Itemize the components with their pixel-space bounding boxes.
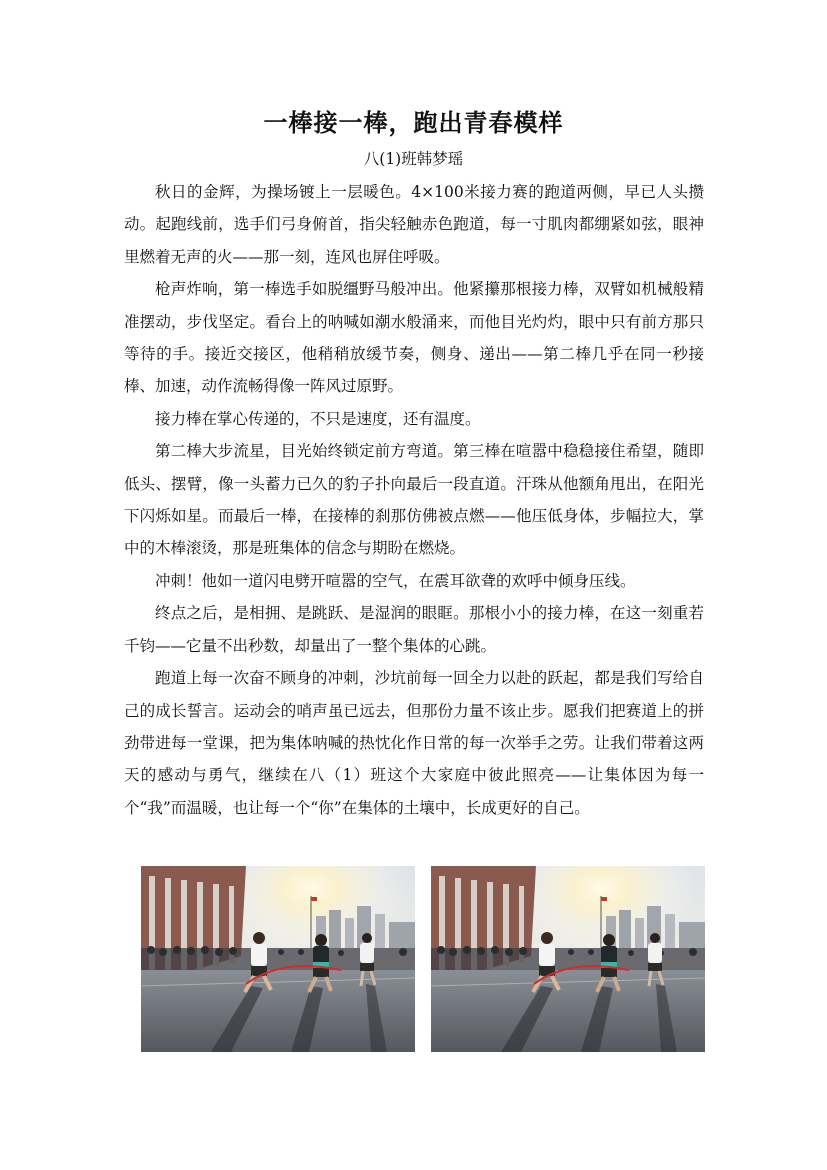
paragraph: 枪声炸响，第一棒选手如脱缰野马般冲出。他紧攥那根接力棒，双臂如机械般精准摆动，步伐坚定。看台上的呐喊如潮水般涌来，而他目光灼灼，眼中只有前方那只等待的手。接近交接区，他稍稍放缓节奏，侧身、递出——第二棒几乎在同一秒接棒、加速，动作流畅得像一阵风过原野。 — [124, 280, 704, 396]
photo-row — [141, 866, 705, 1052]
paragraph: 冲刺！他如一道闪电劈开喧嚣的空气，在震耳欲聋的欢呼中倾身压线。 — [155, 571, 636, 590]
paragraph: 第二棒大步流星，目光始终锁定前方弯道。第三棒在喧嚣中稳稳接住希望，随即低头、摆臂，像一头蓄力已久的豹子扑向最后一段直道。汗珠从他额角甩出，在阳光下闪烁如星。而最后一棒，在接棒的刹那仿佛被点燃——他压低身体，步幅拉大，掌中的木棒滚烫，那是班集体的信念与期盼在燃烧。 — [124, 442, 704, 558]
article-body — [124, 176, 704, 824]
paragraph: 终点之后，是相拥、是跳跃、是湿润的眼眶。那根小小的接力棒，在这一刻重若千钧——它量不出秒数，却量出了一整个集体的心跳。 — [124, 604, 704, 655]
article-author: 八(1)班韩梦瑶 — [363, 150, 464, 168]
article-title: 一棒接一棒，跑出青春模样 — [263, 108, 564, 137]
paragraph: 秋日的金辉，为操场镀上一层暖色。4×100米接力赛的跑道两侧，早已人头攒动。起跑线前，选手们弓身俯首，指尖轻触赤色跑道，每一寸肌肉都绷紧如弦，眼神里燃着无声的火——那一刻，连风也屏住呼吸。 — [124, 183, 704, 266]
paragraph: 接力棒在掌心传递的，不只是速度，还有温度。 — [155, 409, 481, 428]
relay-race-photo-1 — [141, 866, 415, 1052]
paragraph: 跑道上每一次奋不顾身的冲刺，沙坑前每一回全力以赴的跃起，都是我们写给自己的成长誓言。运动会的哨声虽已远去，但那份力量不该止步。愿我们把赛道上的拼劲带进每一堂课，把为集体呐喊的热忱化作日常的每一次举手之劳。让我们带着这两天的感动与勇气，继续在八（1）班这个大家庭中彼此照亮——让集体因为每一个“我”而温暖，也让每一个“你”在集体的土壤中，长成更好的自己。 — [124, 669, 704, 817]
relay-race-photo-2 — [431, 866, 705, 1052]
